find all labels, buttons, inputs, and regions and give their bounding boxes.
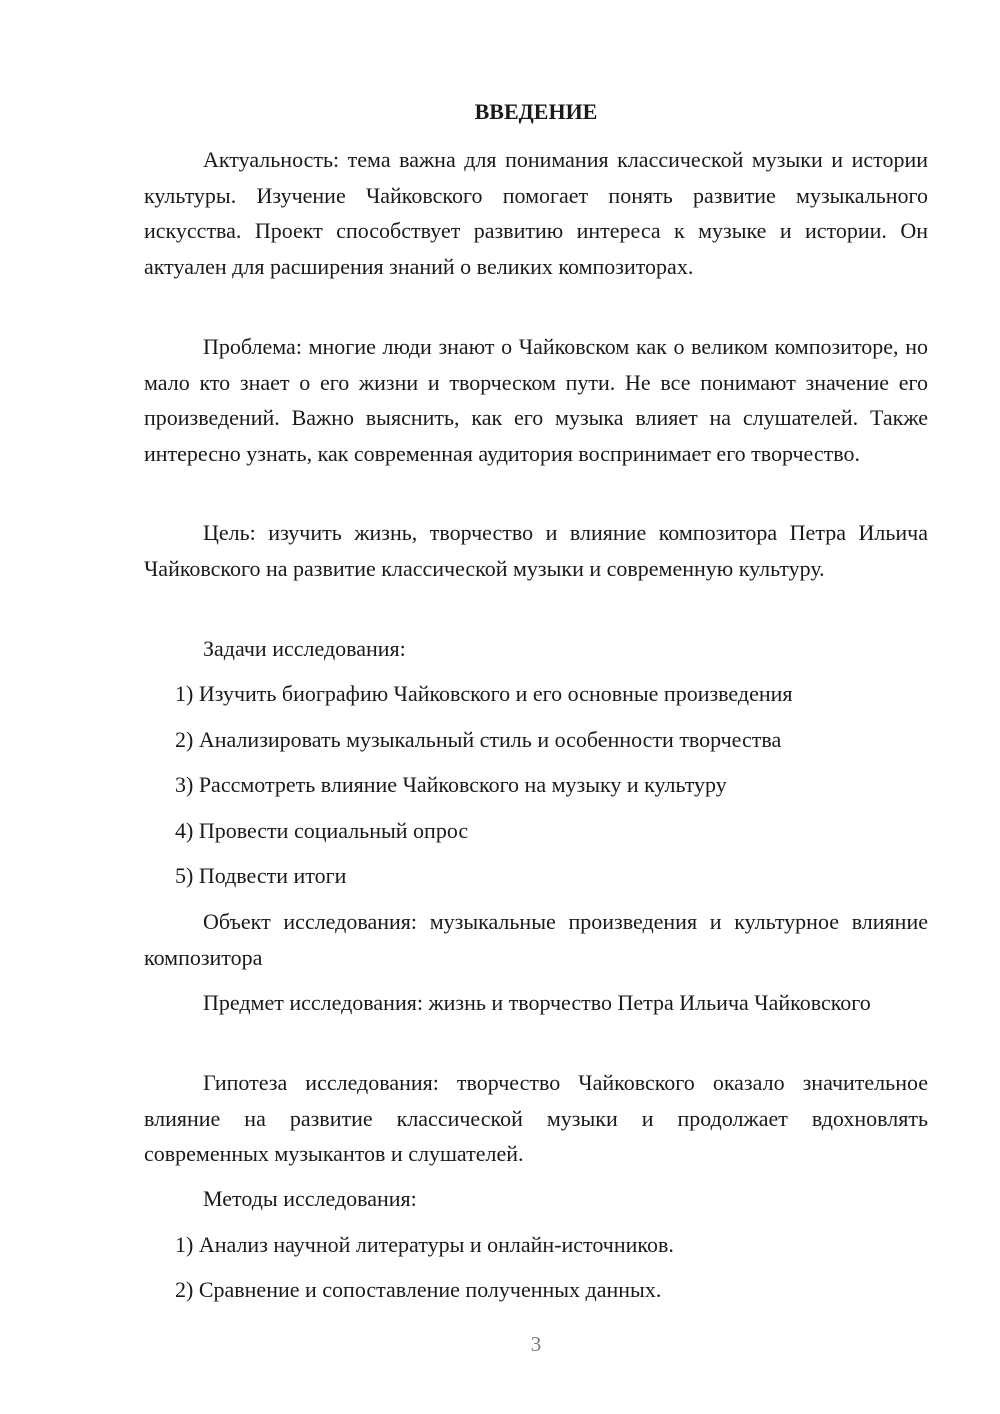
task-item: 2) Анализировать музыкальный стиль и особенности творчества bbox=[175, 727, 782, 752]
relevance-paragraph: Актуальность: тема важна для понимания классической музыки и истории культуры. Изучение Чайковского помогает понять развитие музыкального искусства. Проект способствует развитию интереса к музыке и истории. Он актуален для расширения знаний о великих композиторах. bbox=[144, 147, 928, 279]
method-item: 1) Анализ научной литературы и онлайн-источников. bbox=[175, 1232, 674, 1257]
task-item: 1) Изучить биографию Чайковского и его основные произведения bbox=[175, 681, 793, 706]
hypothesis-paragraph: Гипотеза исследования: творчество Чайковского оказало значительное влияние на развитие классической музыки и продолжает вдохновлять современных музыкантов и слушателей. bbox=[144, 1070, 928, 1166]
page-number: 3 bbox=[530, 1332, 542, 1356]
task-item: 4) Провести социальный опрос bbox=[175, 818, 469, 843]
problem-paragraph: Проблема: многие люди знают о Чайковском как о великом композиторе, но мало кто знает о его жизни и творческом пути. Не все понимают значение его произведений. Важно выяснить, как его музыка влияет на слушателей. Также интересно узнать, как современная аудитория воспринимает его творчество. bbox=[144, 334, 928, 466]
subject-paragraph: Предмет исследования: жизнь и творчество Петра Ильича Чайковского bbox=[203, 990, 871, 1015]
methods-heading: Методы исследования: bbox=[203, 1186, 417, 1211]
goal-paragraph: Цель: изучить жизнь, творчество и влияние композитора Петра Ильича Чайковского на развитие классической музыки и современную культуру. bbox=[144, 520, 928, 581]
task-item: 5) Подвести итоги bbox=[175, 863, 347, 888]
method-item: 2) Сравнение и сопоставление полученных данных. bbox=[175, 1277, 662, 1302]
task-item: 3) Рассмотреть влияние Чайковского на музыку и культуру bbox=[175, 772, 727, 797]
object-paragraph: Объект исследования: музыкальные произведения и культурное влияние композитора bbox=[144, 909, 928, 970]
tasks-heading: Задачи исследования: bbox=[203, 636, 406, 661]
page-title: ВВЕДЕНИЕ bbox=[474, 99, 598, 124]
